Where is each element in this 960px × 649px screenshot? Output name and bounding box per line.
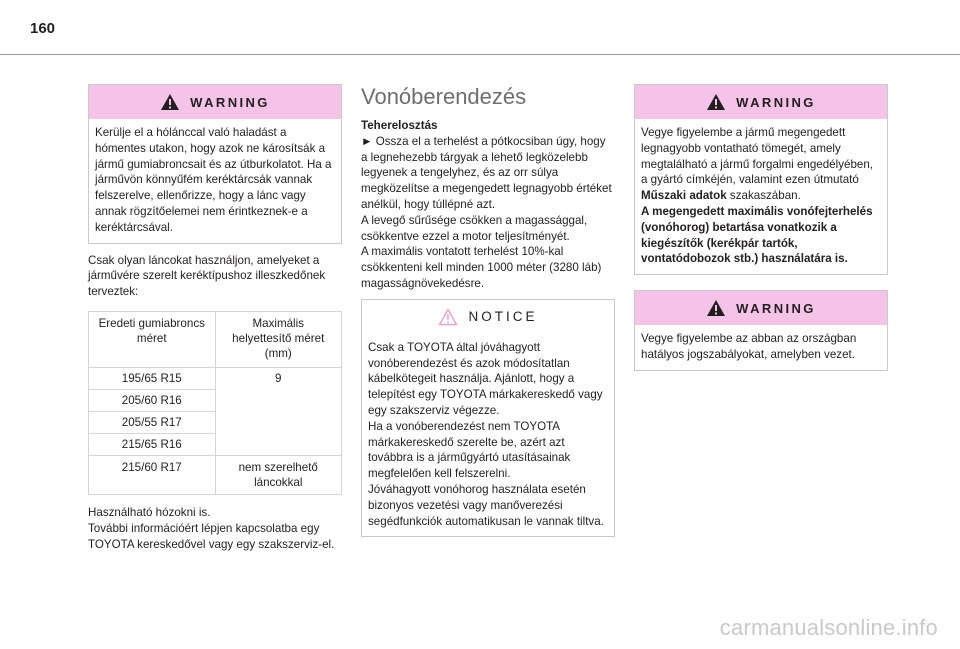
- warning-header: [89, 85, 341, 119]
- tire-chain-table: [88, 311, 342, 495]
- table-cell-size: 215/60 R17: [89, 455, 216, 494]
- warning-triangle-icon: [160, 93, 180, 111]
- warning-text: Kerülje el a hólánccal való haladást a hómentes utakon, hogy azok ne károsítsák a jármű gumiabroncsait és az útburkolatot. Ha a járművön könnyűfém keréktárcsák vannak felszerelve, ellenőrizze, hogy a lánc vagy annak rögzítőelemei nem érintkeznek-e a keréktárcsával.: [95, 126, 332, 234]
- table-cell-size: 195/65 R15: [89, 367, 216, 389]
- warning-title: WARNING: [736, 300, 816, 316]
- notice-text-1: Csak a TOYOTA által jóváhagyott vonóberendezést és azok módosítatlan kábelkötegeit használja. Ajánlott, hogy a telepítést egy TOYOTA márkakereskedő vagy egy szakszerviz végezze.: [368, 340, 603, 417]
- column-left: [88, 84, 342, 552]
- nose-weight-warning-text: A megengedett maximális vonófejterhelés (vonóhorog) betartása vonatkozik a kiegészítők (kerékpár tartók, vontatódobozok stb.) használatára is.: [641, 204, 873, 266]
- load-distribution-text: ► Ossza el a terhelést a pótkocsiban úgy, hogy a legnehezebb tárgyak a lehető legközelebb legyenek a tengelyhez, és az orr súlya megközelítse a megengedett legnagyobb értéket anélkül, hogy túllépné azt.: [361, 134, 612, 211]
- top-divider: [0, 54, 960, 55]
- table-cell-size: 205/55 R17: [89, 411, 216, 433]
- warning-header: [635, 291, 887, 325]
- chains-intro-text: Csak olyan láncokat használjon, amelyeket a járművére szerelt keréktípushoz illeszkedőnek terveztek:: [88, 253, 326, 299]
- notice-title: NOTICE: [468, 309, 538, 325]
- footer-watermark: carmanualsonline.info: [719, 615, 938, 640]
- table-cell-no-chains: nem szerelhető láncokkal: [215, 455, 342, 494]
- dealer-contact-text: További információért lépjen kapcsolatba egy TOYOTA kereskedővel vagy egy szakszerviz-el.: [88, 521, 335, 551]
- notice-header: [362, 300, 614, 334]
- local-law-text: Vegye figyelembe az abban az országban hatályos jogszabályokat, amelyben vezet.: [641, 332, 857, 361]
- towing-mass-text-start: Vegye figyelembe a jármű megengedett legnagyobb vontatható tömegét, amely megtalálható a jármű forgalmi engedélyében, a gyártó címkéjén, valamint ezen útmutató: [641, 126, 874, 187]
- warning-triangle-icon: [706, 93, 726, 111]
- notice-text-2: Ha a vonóberendezést nem TOYOTA márkakereskedő szerelte be, azért azt továbbra is a járműgyártó utasításainak megfelelően kell felszerelni.: [368, 419, 571, 481]
- altitude-reduction-text: A maximális vontatott terhelést 10%-kal csökkenteni kell minden 1000 méter (3280 láb) magasságnövekedésre.: [361, 245, 602, 290]
- notice-text-3: Jóváhagyott vonóhorog használata esetén bizonyos vezetési vagy manőverezési segédfunkciók automatikusan le vannak tiltva.: [368, 482, 604, 528]
- warning-box-towing-mass: [634, 84, 888, 275]
- warning-header: [635, 85, 887, 119]
- warning-triangle-icon: [706, 299, 726, 317]
- column-middle: [361, 84, 615, 537]
- table-cell-size: 215/65 R16: [89, 433, 216, 455]
- warning-title: WARNING: [736, 94, 816, 110]
- warning-title: WARNING: [190, 94, 270, 110]
- notice-box: [361, 299, 615, 538]
- table-header-max-size: Maximális helyettesítő méret (mm): [215, 311, 342, 367]
- warning-box-snow-chains: [88, 84, 342, 244]
- towing-mass-text-end: szakaszában.: [726, 189, 801, 203]
- table-cell-max-9: 9: [215, 367, 342, 455]
- notice-triangle-icon: [438, 308, 458, 326]
- subsection-title: Teherelosztás: [361, 119, 438, 132]
- page-number: 160: [30, 20, 56, 37]
- section-title: Vonóberendezés: [361, 84, 527, 109]
- air-density-text: A levegő sűrűsége csökken a magassággal, csökkentve ezzel a motor teljesítményét.: [361, 213, 588, 243]
- table-cell-size: 205/60 R16: [89, 389, 216, 411]
- warning-box-local-law: [634, 290, 888, 371]
- technical-data-link-text: Műszaki adatok: [641, 189, 727, 203]
- column-right: [634, 84, 888, 371]
- towing-mass-text: [641, 125, 881, 204]
- snow-socks-text: Használható hózokni is.: [88, 505, 211, 519]
- table-header-original-size: Eredeti gumiabroncs méret: [89, 311, 216, 367]
